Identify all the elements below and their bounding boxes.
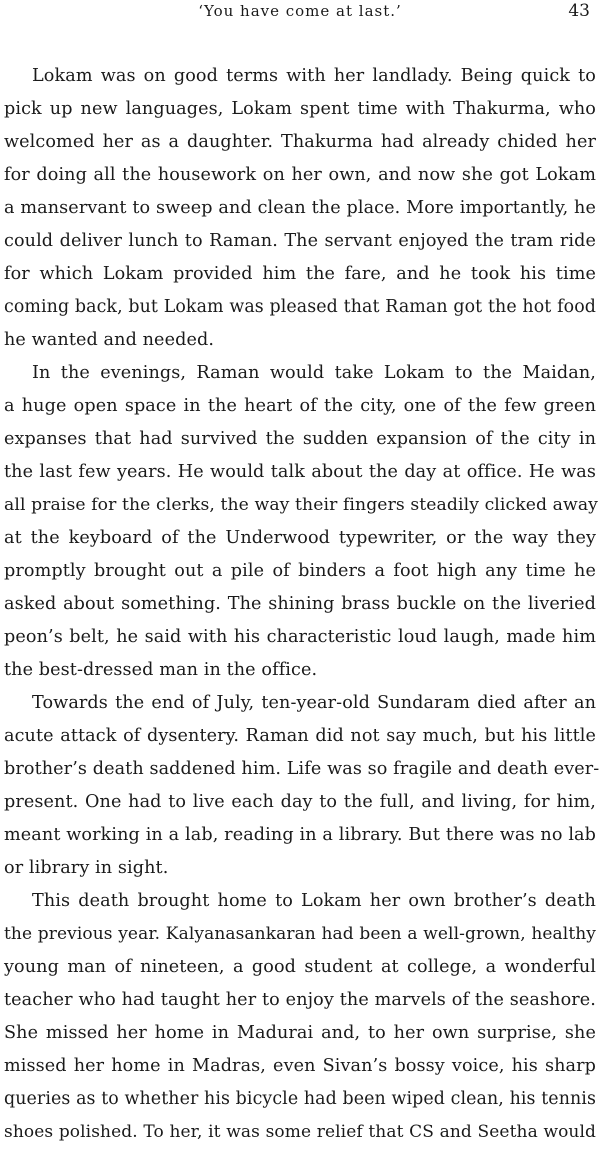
text-line: a manservant to sweep and clean the place. More importantly, he: [4, 198, 596, 218]
text-line: promptly brought out a pile of binders a foot high any time he: [4, 561, 596, 581]
text-line: young man of nineteen, a good student at college, a wonderful: [4, 957, 596, 977]
text-line: brother’s death saddened him. Life was so fragile and death ever-: [4, 759, 600, 779]
text-line: could deliver lunch to Raman. The servant enjoyed the tram ride: [4, 231, 596, 251]
body-text: [0, 60, 600, 1149]
text-line: queries as to whether his bicycle had been wiped clean, his tennis: [4, 1089, 596, 1109]
text-line: peon’s belt, he said with his characteristic loud laugh, made him: [4, 627, 596, 647]
page-number: 43: [568, 1, 590, 21]
text-line: he wanted and needed.: [4, 330, 215, 350]
text-line: coming back, but Lokam was pleased that Raman got the hot food: [4, 297, 596, 317]
text-line: She missed her home in Madurai and, to her own surprise, she: [4, 1023, 596, 1043]
text-line: shoes polished. To her, it was some relief that CS and Seetha would: [4, 1122, 596, 1142]
text-line: all praise for the clerks, the way their fingers steadily clicked away: [4, 495, 598, 515]
running-head: [0, 0, 600, 26]
text-line: or library in sight.: [4, 858, 169, 878]
text-line: for which Lokam provided him the fare, and he took his time: [4, 264, 596, 284]
text-line: for doing all the housework on her own, and now she got Lokam: [4, 165, 596, 185]
text-line: Towards the end of July, ten-year-old Sundaram died after an: [32, 693, 596, 713]
running-title: ‘You have come at last.’: [198, 2, 402, 20]
text-line: welcomed her as a daughter. Thakurma had already chided her: [4, 132, 596, 152]
text-line: expanses that had survived the sudden expansion of the city in: [4, 429, 596, 449]
text-line: pick up new languages, Lokam spent time with Thakurma, who: [4, 99, 596, 119]
text-line: present. One had to live each day to the full, and living, for him,: [4, 792, 596, 812]
text-line: meant working in a lab, reading in a library. But there was no lab: [4, 825, 596, 845]
text-line: Lokam was on good terms with her landlady. Being quick to: [32, 66, 596, 86]
text-line: acute attack of dysentery. Raman did not say much, but his little: [4, 726, 596, 746]
text-line: a huge open space in the heart of the city, one of the few green: [4, 396, 596, 416]
text-line: the last few years. He would talk about the day at office. He was: [4, 462, 596, 482]
text-line: at the keyboard of the Underwood typewriter, or the way they: [4, 528, 596, 548]
text-line: missed her home in Madras, even Sivan’s bossy voice, his sharp: [4, 1056, 596, 1076]
text-line: asked about something. The shining brass buckle on the liveried: [4, 594, 596, 614]
text-line: the best-dressed man in the office.: [4, 660, 318, 680]
text-line: In the evenings, Raman would take Lokam to the Maidan,: [32, 363, 596, 383]
text-line: This death brought home to Lokam her own brother’s death: [32, 891, 596, 911]
text-line: the previous year. Kalyanasankaran had been a well-grown, healthy: [4, 924, 596, 944]
text-line: teacher who had taught her to enjoy the marvels of the seashore.: [4, 990, 596, 1010]
